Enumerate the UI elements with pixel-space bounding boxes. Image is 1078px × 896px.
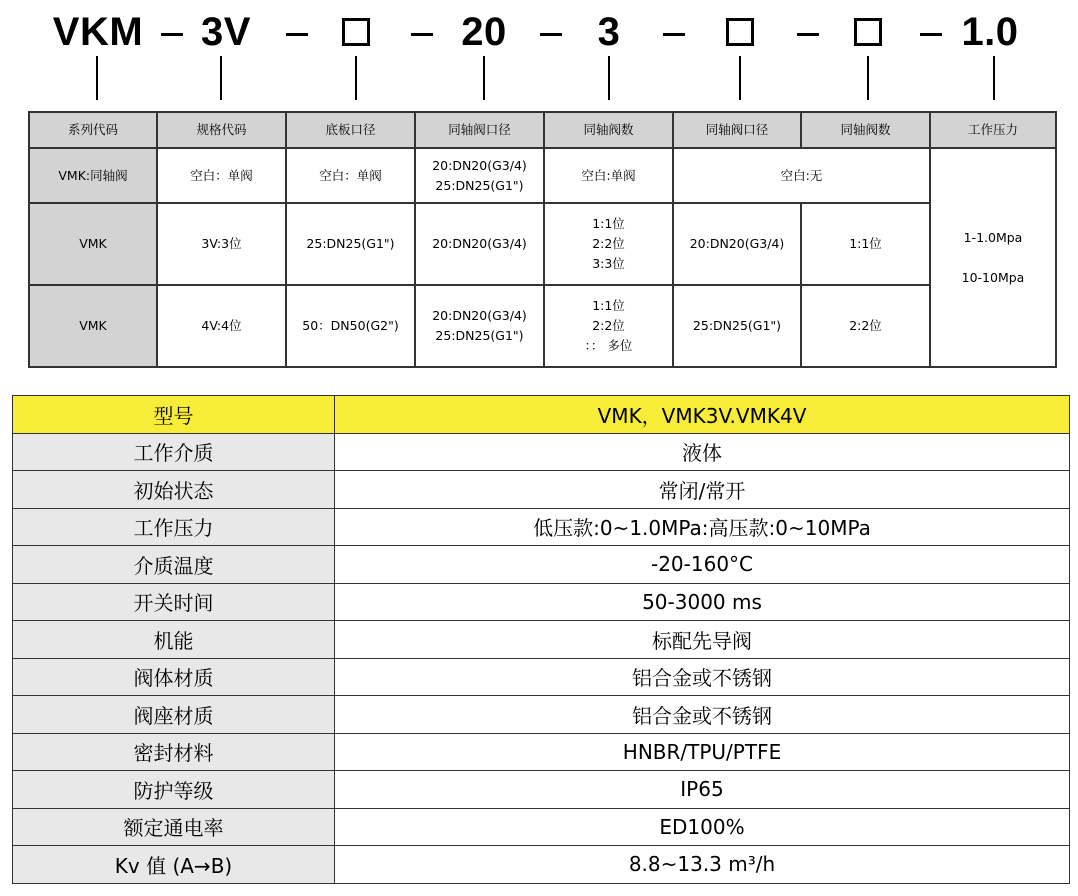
spec-label: 密封材料 bbox=[13, 733, 335, 771]
code-separator bbox=[161, 33, 183, 36]
spec-row bbox=[13, 696, 1070, 734]
code-pressure: 1.0 bbox=[961, 10, 1019, 54]
coax-count-cell: 1:1位 2:2位 ：： 多位 bbox=[544, 285, 673, 367]
spec-value: VMK，VMK3V.VMK4V bbox=[335, 396, 1070, 434]
spec-label: 阀体材质 bbox=[13, 658, 335, 696]
spec-label: 阀座材质 bbox=[13, 696, 335, 734]
code-separator bbox=[540, 33, 562, 36]
pressure-cell: 1-1.0Mpa 10-10Mpa bbox=[930, 148, 1056, 367]
spec-value: IP65 bbox=[335, 771, 1070, 809]
code-separator bbox=[286, 33, 308, 36]
code-connector-line bbox=[608, 56, 610, 100]
spec-label: 防护等级 bbox=[13, 771, 335, 809]
spec-row bbox=[13, 771, 1070, 809]
spec-row bbox=[13, 658, 1070, 696]
spec-row bbox=[13, 433, 1070, 471]
code-separator bbox=[920, 33, 942, 36]
code-connector-line bbox=[483, 56, 485, 100]
code-placeholder-box bbox=[726, 18, 754, 46]
header-cell: 系列代码 bbox=[29, 112, 157, 148]
table-row bbox=[29, 285, 1056, 367]
header-cell: 底板口径 bbox=[286, 112, 415, 148]
spec-cell: 3V:3位 bbox=[157, 203, 286, 285]
code-separator bbox=[411, 33, 433, 36]
coax-count-cell: 1:1位 2:2位 3:3位 bbox=[544, 203, 673, 285]
spec-label: 开关时间 bbox=[13, 583, 335, 621]
spec-row bbox=[13, 583, 1070, 621]
spec-cell: 4V:4位 bbox=[157, 285, 286, 367]
spec-cell: 空白：单阀 bbox=[157, 148, 286, 203]
code-connector-line bbox=[220, 56, 222, 100]
coax-size-cell: 20:DN20(G3/4) 25:DN25(G1") bbox=[415, 148, 544, 203]
spec-value: 铝合金或不锈钢 bbox=[335, 658, 1070, 696]
table-header-row bbox=[29, 112, 1056, 148]
code-placeholder-box bbox=[854, 18, 882, 46]
code-coax-count: 3 bbox=[597, 10, 621, 54]
code-separator bbox=[797, 33, 819, 36]
series-cell: VMK bbox=[29, 285, 157, 367]
spec-value: 铝合金或不锈钢 bbox=[335, 696, 1070, 734]
spec-value: -20-160°C bbox=[335, 546, 1070, 584]
coax-size-cell: 20:DN20(G3/4) bbox=[415, 203, 544, 285]
spec-value: 低压款:0~1.0MPa:高压款:0~10MPa bbox=[335, 508, 1070, 546]
spec-label: 介质温度 bbox=[13, 546, 335, 584]
spec-value: 50-3000 ms bbox=[335, 583, 1070, 621]
spec-header-row bbox=[13, 396, 1070, 434]
base-size-cell: 空白：单阀 bbox=[286, 148, 415, 203]
code-connector-line bbox=[355, 56, 357, 100]
header-cell: 同轴阀数 bbox=[544, 112, 673, 148]
spec-value: 液体 bbox=[335, 433, 1070, 471]
code-spec: 3V bbox=[201, 10, 251, 54]
spec-value: HNBR/TPU/PTFE bbox=[335, 733, 1070, 771]
spec-value: 常闭/常开 bbox=[335, 471, 1070, 509]
spec-value: ED100% bbox=[335, 808, 1070, 846]
table-row bbox=[29, 148, 1056, 203]
series-cell: VMK bbox=[29, 203, 157, 285]
code-separator bbox=[663, 33, 685, 36]
spec-row bbox=[13, 808, 1070, 846]
coax-size-cell: 20:DN20(G3/4) bbox=[673, 203, 801, 285]
code-coax-size: 20 bbox=[461, 10, 507, 54]
code-series: VKM bbox=[52, 10, 144, 54]
spec-value: 标配先导阀 bbox=[335, 621, 1070, 659]
base-size-cell: 25:DN25(G1") bbox=[286, 203, 415, 285]
header-cell: 规格代码 bbox=[157, 112, 286, 148]
code-connector-line bbox=[739, 56, 741, 100]
spec-label: 初始状态 bbox=[13, 471, 335, 509]
specification-table bbox=[12, 395, 1070, 884]
table-row bbox=[29, 203, 1056, 285]
spec-label: 额定通电率 bbox=[13, 808, 335, 846]
spec-label: 工作压力 bbox=[13, 508, 335, 546]
spec-row bbox=[13, 621, 1070, 659]
spec-label: Kv 值 (A→B) bbox=[13, 846, 335, 884]
header-cell: 同轴阀口径 bbox=[415, 112, 544, 148]
ordering-code-table bbox=[28, 111, 1057, 368]
header-cell: 同轴阀口径 bbox=[673, 112, 801, 148]
spec-row bbox=[13, 733, 1070, 771]
code-connector-line bbox=[867, 56, 869, 100]
spec-value: 8.8~13.3 m³/h bbox=[335, 846, 1070, 884]
coax-count-cell: 1:1位 bbox=[801, 203, 930, 285]
spec-label: 工作介质 bbox=[13, 433, 335, 471]
coax-count-cell: 空白:单阀 bbox=[544, 148, 673, 203]
series-cell: VMK:同轴阀 bbox=[29, 148, 157, 203]
header-cell: 工作压力 bbox=[930, 112, 1056, 148]
spec-row bbox=[13, 546, 1070, 584]
spec-row bbox=[13, 471, 1070, 509]
code-placeholder-box bbox=[342, 18, 370, 46]
code-connector-line bbox=[96, 56, 98, 100]
base-size-cell: 50：DN50(G2") bbox=[286, 285, 415, 367]
spec-row bbox=[13, 846, 1070, 884]
coax-size-cell: 25:DN25(G1") bbox=[673, 285, 801, 367]
spec-label: 机能 bbox=[13, 621, 335, 659]
code-connector-line bbox=[993, 56, 995, 100]
coax-size-cell: 20:DN20(G3/4) 25:DN25(G1") bbox=[415, 285, 544, 367]
merged-none-cell: 空白:无 bbox=[673, 148, 930, 203]
header-cell: 同轴阀数 bbox=[801, 112, 930, 148]
spec-row bbox=[13, 508, 1070, 546]
spec-label: 型号 bbox=[13, 396, 335, 434]
coax-count-cell: 2:2位 bbox=[801, 285, 930, 367]
